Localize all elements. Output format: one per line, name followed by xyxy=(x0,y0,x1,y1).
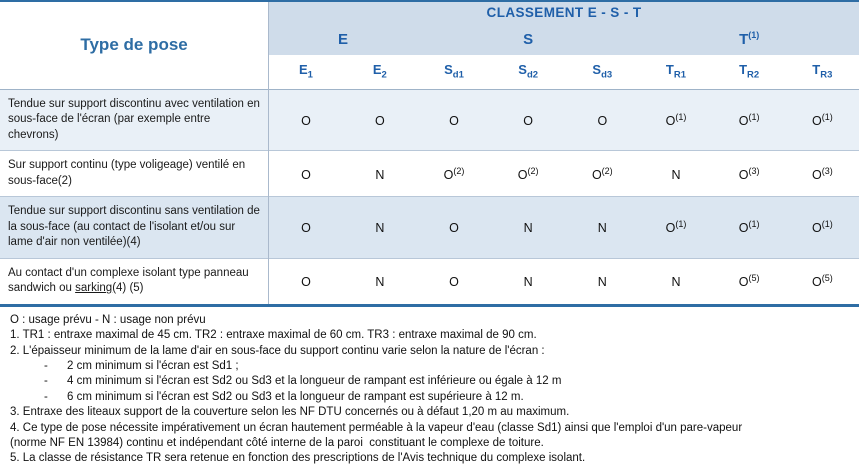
cell-mark: N xyxy=(523,275,533,290)
cell-value xyxy=(417,151,491,197)
note-2: 2. L'épaisseur minimum de la lame d'air en sous-face du support continu varie selon la nature de l'écran : xyxy=(10,344,545,357)
cell-value xyxy=(491,258,565,305)
cell-value xyxy=(713,258,786,305)
cell-value xyxy=(565,197,639,259)
cell-mark: O xyxy=(523,113,534,128)
group-label-s: S xyxy=(523,31,534,48)
cell-mark: O xyxy=(301,113,311,128)
table-row xyxy=(0,151,859,197)
cell-value xyxy=(491,89,565,151)
cell-note: (2) xyxy=(453,165,465,176)
cell-note: (1) xyxy=(675,111,687,122)
cell-mark: O xyxy=(738,275,749,290)
cell-mark: N xyxy=(375,167,385,182)
cell-value xyxy=(565,151,639,197)
cell-mark: N xyxy=(523,221,533,236)
cell-value xyxy=(269,258,343,305)
col-base: T xyxy=(665,62,674,77)
cell-mark: O xyxy=(738,167,749,182)
cell-mark: N xyxy=(375,221,385,236)
group-label-e: E xyxy=(338,31,349,48)
cell-mark: N xyxy=(597,275,607,290)
cell-value xyxy=(786,197,859,259)
row-label: Tendue sur support discontinu sans ventilation de la sous-face (au contact de l'isolant et/ou sur lame d'air non ventilée)(4) xyxy=(0,197,269,259)
row-label xyxy=(0,258,269,305)
cell-mark: O xyxy=(449,221,459,236)
cell-value xyxy=(565,258,639,305)
cell-value xyxy=(639,258,712,305)
row-label: Sur support continu (type voligeage) ventilé en sous-face(2) xyxy=(0,151,269,197)
cell-value xyxy=(417,197,491,259)
cell-mark: O xyxy=(374,113,385,128)
cell-value xyxy=(491,197,565,259)
cell-value xyxy=(417,258,491,305)
row-header-title: Type de pose xyxy=(0,1,269,89)
col-sub: R1 xyxy=(673,69,687,81)
group-header-s xyxy=(417,24,639,55)
col-base: E xyxy=(372,62,382,77)
cell-mark: O xyxy=(449,275,459,290)
cell-value xyxy=(713,89,786,151)
row-label: Tendue sur support discontinu avec ventilation en sous-face de l'écran (par exemple entre chevrons) xyxy=(0,89,269,151)
cell-note: (3) xyxy=(821,165,833,176)
table-row xyxy=(0,89,859,151)
col-sub: 1 xyxy=(307,69,313,81)
group-header-t xyxy=(639,24,859,55)
col-sub: d1 xyxy=(452,69,464,81)
cell-mark: N xyxy=(597,221,607,236)
col-sub: d2 xyxy=(526,69,539,81)
classement-title: CLASSEMENT E - S - T xyxy=(269,1,859,24)
note-2b: - 4 cm minimum si l'écran est Sd2 ou Sd3 et la longueur de rampant est inférieure ou égale à 12 m xyxy=(44,375,562,388)
note-4b: (norme NF EN 13984) continu et indépendant côté interne de la paroi constituant le complexe de toiture. xyxy=(10,437,544,449)
column-header-sd3 xyxy=(565,55,639,89)
cell-mark: O xyxy=(301,167,311,182)
col-sub: 2 xyxy=(381,69,387,81)
cell-mark: N xyxy=(671,167,681,182)
cell-mark: O xyxy=(449,113,459,128)
group-header-e xyxy=(269,24,417,55)
cell-mark: N xyxy=(375,275,385,290)
group-sup-t: (1) xyxy=(748,30,760,40)
column-header-tr1 xyxy=(639,55,712,89)
cell-value xyxy=(343,258,417,305)
cell-note: (1) xyxy=(675,219,687,230)
cell-mark: O xyxy=(591,167,602,182)
column-header-e2 xyxy=(343,55,417,89)
note-legend: O : usage prévu - N : usage non prévu xyxy=(10,313,206,326)
cell-mark: O xyxy=(301,275,311,290)
cell-value xyxy=(417,89,491,151)
row-label-pre: Au contact d'un complexe isolant type panneau sandwich ou xyxy=(8,266,249,295)
row-label-link: sarking xyxy=(75,282,113,295)
cell-note: (2) xyxy=(527,165,539,176)
cell-note: (1) xyxy=(821,219,833,230)
cell-note: (1) xyxy=(748,219,760,230)
table-row xyxy=(0,258,859,305)
table-row xyxy=(0,197,859,259)
header-row-classement xyxy=(0,1,859,24)
cell-mark: O xyxy=(811,221,822,236)
cell-value xyxy=(639,197,712,259)
note-4: 4. Ce type de pose nécessite impérativement un écran hautement perméable à la vapeur d'eau (classe Sd1) ainsi que l'emploi d'un pare-vapeur xyxy=(10,421,743,434)
cell-mark: O xyxy=(811,167,822,182)
cell-mark: O xyxy=(517,167,528,182)
group-label-t: T xyxy=(739,31,749,48)
cell-value xyxy=(639,89,712,151)
cell-note: (5) xyxy=(821,273,833,284)
column-header-sd2 xyxy=(491,55,565,89)
cell-value xyxy=(565,89,639,151)
note-2c: - 6 cm minimum si l'écran est Sd2 ou Sd3 et la longueur de rampant est supérieure à 12 m. xyxy=(44,390,524,403)
col-base: S xyxy=(518,62,527,77)
cell-mark: N xyxy=(671,275,681,290)
col-sub: R3 xyxy=(820,69,833,81)
cell-value xyxy=(269,89,343,151)
col-sub: d3 xyxy=(601,69,613,81)
cell-mark: O xyxy=(665,221,676,236)
cell-mark: O xyxy=(597,113,608,128)
cell-value xyxy=(713,151,786,197)
cell-value xyxy=(786,258,859,305)
cell-mark: O xyxy=(811,275,822,290)
col-base: S xyxy=(444,62,453,77)
cell-mark: O xyxy=(738,113,749,128)
column-header-tr2 xyxy=(713,55,786,89)
note-3: 3. Entraxe des liteaux support de la couverture selon les NF DTU concernés ou à défaut 1,20 m au maximum. xyxy=(10,406,570,419)
note-1: 1. TR1 : entraxe maximal de 45 cm. TR2 : entraxe maximal de 60 cm. TR3 : entraxe maximal de 90 cm. xyxy=(10,329,537,342)
cell-note: (2) xyxy=(601,165,613,176)
cell-mark: O xyxy=(665,113,676,128)
cell-mark: O xyxy=(443,167,454,182)
cell-note: (3) xyxy=(748,165,760,176)
cell-mark: O xyxy=(301,221,311,236)
cell-value xyxy=(343,89,417,151)
col-base: T xyxy=(739,62,748,77)
row-label-post: (4) (5) xyxy=(112,282,144,295)
cell-note: (5) xyxy=(748,273,760,284)
col-base: T xyxy=(812,62,821,77)
cell-value xyxy=(639,151,712,197)
cell-value xyxy=(269,151,343,197)
cell-value xyxy=(343,197,417,259)
col-base: S xyxy=(592,62,602,77)
cell-note: (1) xyxy=(821,111,833,122)
cell-value xyxy=(343,151,417,197)
note-5: 5. La classe de résistance TR sera retenue en fonction des prescriptions de l'Avis technique du complexe isolant. xyxy=(10,452,586,465)
cell-value xyxy=(786,89,859,151)
col-sub: R2 xyxy=(747,69,760,81)
cell-value xyxy=(786,151,859,197)
cell-note: (1) xyxy=(748,111,760,122)
column-header-tr3 xyxy=(786,55,859,89)
column-header-sd1 xyxy=(417,55,491,89)
col-base: E xyxy=(298,62,308,77)
cell-value xyxy=(713,197,786,259)
cell-value xyxy=(491,151,565,197)
note-2a: - 2 cm minimum si l'écran est Sd1 ; xyxy=(44,359,239,372)
column-header-e1 xyxy=(269,55,343,89)
footnotes xyxy=(0,306,859,475)
cell-mark: O xyxy=(738,221,749,236)
cell-mark: O xyxy=(811,113,822,128)
cell-value xyxy=(269,197,343,259)
